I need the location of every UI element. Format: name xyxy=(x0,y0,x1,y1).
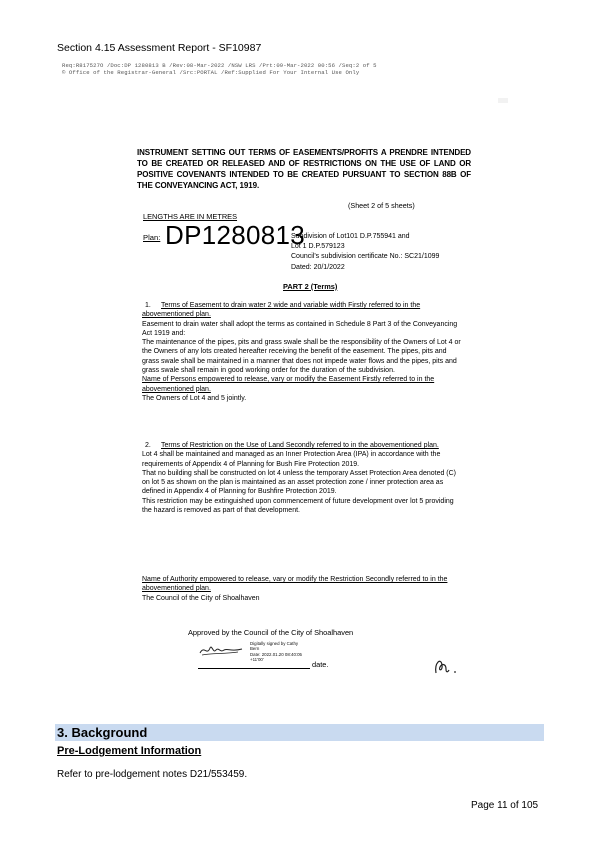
clause-paragraph: That no building shall be constructed on lot 4 unless the temporary Asset Protection Area denoted (C) on lot 5 as shown on the plan is maintained as an asset protection zone / inner protection area as defined in Appendix 4 of Planning for Bushfire Protection 2019. xyxy=(142,469,457,496)
authority-heading: Name of Authority empowered to release, vary or modify the Restriction Secondly referred to in the abovementioned plan. xyxy=(142,576,448,593)
sheet-note: (Sheet 2 of 5 sheets) xyxy=(348,201,415,210)
subheading: Pre-Lodgement Information xyxy=(57,745,202,757)
clause-restriction xyxy=(142,441,462,515)
clause-paragraph: This restriction may be extinguished upon commencement of future development over lot 5 providing the hazard is removed as part of that development. xyxy=(142,497,454,515)
signature-line xyxy=(198,668,310,669)
sig-meta-line: Digitally signed by Cathy xyxy=(250,641,299,646)
plan-details xyxy=(291,232,439,273)
plan-detail-line: Dated: 20/1/2022 xyxy=(291,263,345,271)
sig-meta-line: Date: 2022.01.20 08:40:05 xyxy=(250,651,302,657)
persons-empowered: The Owners of Lot 4 and 5 jointly. xyxy=(142,394,247,402)
date-label: date. xyxy=(312,660,329,669)
plan-detail-line: Subdivision of Lot101 D.P.755941 and xyxy=(291,233,410,240)
digital-signature-meta xyxy=(250,641,302,662)
body-text: Refer to pre-lodgement notes D21/553459. xyxy=(57,769,248,780)
clause-number: 2. xyxy=(145,442,151,449)
clause-number: 1. xyxy=(145,302,151,309)
sig-meta-line: Bern xyxy=(250,646,260,652)
initials-mark xyxy=(432,655,458,677)
page-number: Page 11 of 105 xyxy=(471,800,539,811)
plan-label: Plan: xyxy=(143,233,161,242)
section-heading: 3. Background xyxy=(57,725,148,740)
approval-line: Approved by the Council of the City of Shoalhaven xyxy=(188,628,354,637)
signature-image xyxy=(198,642,244,658)
authority-council: The Council of the City of Shoalhaven xyxy=(142,594,260,602)
clause-paragraph: Easement to drain water shall adopt the terms as contained in Schedule 8 Part 3 of the Conveyancing Act 1919 and: xyxy=(142,320,458,337)
scan-meta-line-2: © Office of the Registrar-General /Src:PORTAL /Ref:Supplied For Your Internal Use Only xyxy=(62,69,360,76)
sig-meta-line: +11'00' xyxy=(250,656,264,662)
clause-title-text: Terms of Easement to drain water 2 wide and variable width Firstly referred to in the abovementioned plan. xyxy=(142,302,421,319)
scan-speck xyxy=(498,98,508,103)
plan-number: DP1280813 xyxy=(165,220,306,250)
clause-easement xyxy=(142,301,462,403)
plan-detail-line: Lot 1 D.P.579123 xyxy=(291,243,345,251)
plan-detail-line: Council's subdivision certificate No.: SC21/1099 xyxy=(291,253,440,261)
part-heading: PART 2 (Terms) xyxy=(283,282,338,291)
clause-title xyxy=(142,441,462,450)
report-title: Section 4.15 Assessment Report - SF10987 xyxy=(57,42,262,54)
clause-paragraph: The maintenance of the pipes, pits and grass swale shall be the responsibility of the Owners of Lot 4 or the Owners of any lots created hereafter receiving the benefit of the easement. The pipes, pits and grass swale shall be maintained in a manner that does not impede water flows and the pipes, pits and grass swale shall remain in good working order for the duration of the subdivision. xyxy=(142,339,461,375)
scan-meta-line-1: Req:R817527O /Doc:DP 1280813 B /Rev:08-Mar-2022 /NSW LRS /Prt:09-Mar-2022 00:56 /Seq:2 of 5 xyxy=(62,62,377,69)
clause-paragraph: Lot 4 shall be maintained and managed as an Inner Protection Area (IPA) in accordance with the requirements of Appendix 4 of Planning for Bush Fire Protection 2019. xyxy=(142,451,441,468)
authority-block xyxy=(142,575,462,603)
clause-title-text: Terms of Restriction on the Use of Land Secondly referred to in the abovementioned plan. xyxy=(161,442,439,449)
persons-empowered-heading: Name of Persons empowered to release, vary or modify the Easement Firstly referred to in the abovementioned plan. xyxy=(142,376,435,393)
lengths-note: LENGTHS ARE IN METRES xyxy=(143,212,238,221)
instrument-heading: INSTRUMENT SETTING OUT TERMS OF EASEMENTS/PROFITS A PRENDRE INTENDED TO BE CREATED OR RELEASED AND OF RESTRICTIONS ON THE USE OF LAND OR POSITIVE COVENANTS INTENDED TO BE CREATED PURSUANT TO SECTION 88B OF THE CONVEYANCING ACT, 1919. xyxy=(137,148,471,190)
clause-title xyxy=(142,301,462,320)
